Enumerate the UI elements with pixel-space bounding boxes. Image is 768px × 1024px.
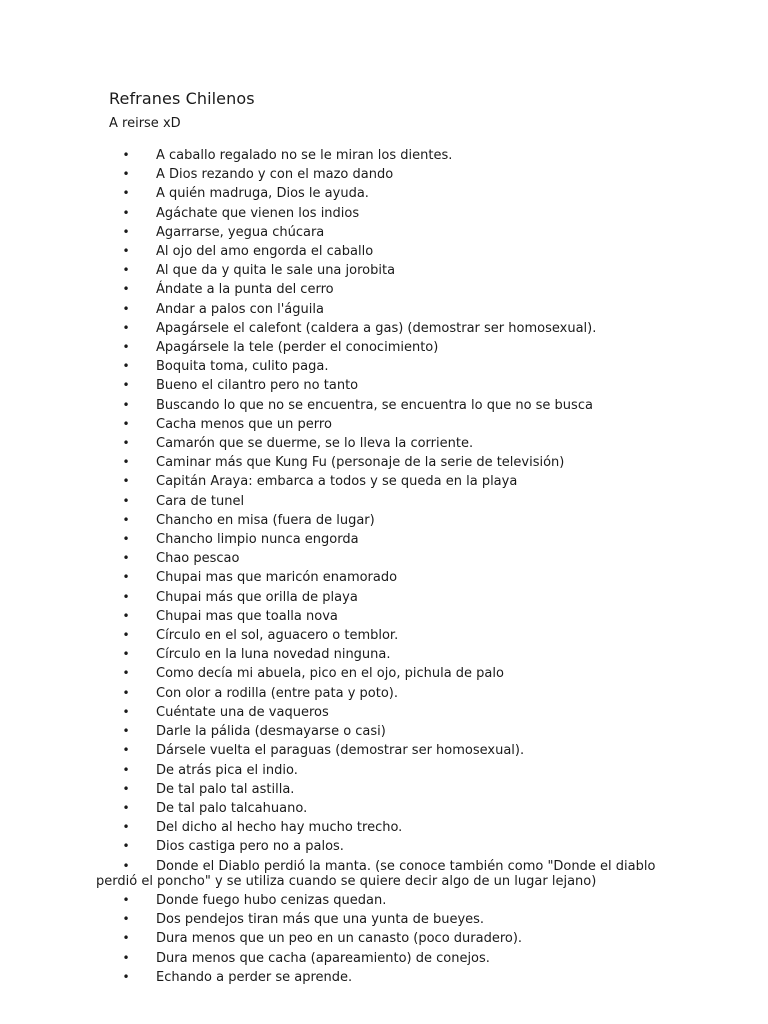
- bullet-icon: •: [122, 839, 130, 854]
- list-item-text: Dura menos que un peo en un canasto (poco duradero).: [156, 931, 523, 947]
- bullet-icon: •: [122, 263, 130, 278]
- list-item: [96, 703, 696, 722]
- list-item: [96, 204, 696, 223]
- list-item-text: Boquita toma, culito paga.: [156, 359, 329, 375]
- list-item-text: Ándate a la punta del cerro: [156, 282, 334, 298]
- bullet-icon: •: [122, 858, 130, 873]
- bullet-icon: •: [122, 743, 130, 758]
- list-item-text: Dios castiga pero no a palos.: [156, 839, 344, 855]
- list-item: [96, 146, 696, 165]
- bullet-icon: •: [122, 532, 130, 547]
- list-item: [96, 242, 696, 261]
- list-item-text: Chupai mas que maricón enamorado: [156, 570, 398, 586]
- bullet-icon: •: [122, 704, 130, 719]
- list-item-text: Cacha menos que un perro: [156, 416, 332, 432]
- list-item-text: Camarón que se duerme, se lo lleva la corriente.: [156, 436, 474, 452]
- list-item: [96, 891, 696, 910]
- list-item: [96, 376, 696, 395]
- list-item-text: Capitán Araya: embarca a todos y se queda en la playa: [156, 474, 518, 490]
- bullet-icon: •: [122, 186, 130, 201]
- list-item: [96, 357, 696, 376]
- list-item-text: Donde el Diablo perdió la manta. (se conoce también como "Donde el diablo perdió el poncho" y se utiliza cuando se quiere decir algo de un lugar lejano): [96, 858, 656, 890]
- list-item-text: Bueno el cilantro pero no tanto: [156, 378, 359, 394]
- bullet-icon: •: [122, 301, 130, 316]
- list-item: [96, 511, 696, 530]
- list-item: [96, 568, 696, 587]
- list-item: [96, 626, 696, 645]
- list-item: [96, 300, 696, 319]
- list-item-text: A quién madruga, Dios le ayuda.: [156, 186, 369, 202]
- list-item: [96, 588, 696, 607]
- list-item: [96, 761, 696, 780]
- list-item-text: Cara de tunel: [156, 493, 245, 509]
- bullet-icon: •: [122, 512, 130, 527]
- bullet-icon: •: [122, 969, 130, 984]
- bullet-icon: •: [122, 570, 130, 585]
- list-item-text: A caballo regalado no se le miran los dientes.: [156, 148, 453, 163]
- list-item: [96, 280, 696, 299]
- list-item-text: Dársele vuelta el paraguas (demostrar ser homosexual).: [156, 743, 525, 759]
- list-item-text: Como decía mi abuela, pico en el ojo, pichula de palo: [156, 666, 504, 682]
- list-item: [96, 434, 696, 453]
- bullet-icon: •: [122, 148, 130, 162]
- bullet-icon: •: [122, 282, 130, 297]
- list-item: [96, 837, 696, 856]
- list-item-text: Apagársele el calefont (caldera a gas) (demostrar ser homosexual).: [156, 320, 597, 336]
- list-item: [96, 319, 696, 338]
- bullet-icon: •: [122, 320, 130, 335]
- bullet-icon: •: [122, 666, 130, 681]
- list-item-text: Dura menos que cacha (apareamiento) de conejos.: [156, 950, 490, 966]
- list-item-text: Con olor a rodilla (entre pata y poto).: [156, 685, 398, 701]
- document-subtitle: A reirse xD: [109, 116, 181, 131]
- list-item: [96, 684, 696, 703]
- list-item: [96, 223, 696, 242]
- list-item-text: Dos pendejos tiran más que una yunta de bueyes.: [156, 912, 485, 928]
- list-item-text: De tal palo tal astilla.: [156, 781, 295, 797]
- list-item-text: De atrás pica el indio.: [156, 762, 298, 778]
- list-item-text: Círculo en la luna novedad ninguna.: [156, 647, 391, 663]
- list-item: [96, 910, 696, 929]
- list-item: [96, 664, 696, 683]
- list-item-text: Chao pescao: [156, 551, 240, 567]
- list-item-text: Al ojo del amo engorda el caballo: [156, 244, 374, 260]
- bullet-icon: •: [122, 359, 130, 374]
- list-item-text: Círculo en el sol, aguacero o temblor.: [156, 628, 399, 644]
- bullet-icon: •: [122, 608, 130, 623]
- list-item-text: Del dicho al hecho hay mucho trecho.: [156, 820, 403, 836]
- list-item: [96, 722, 696, 741]
- list-item: [96, 607, 696, 626]
- document-title: Refranes Chilenos: [109, 89, 255, 108]
- bullet-icon: •: [122, 244, 130, 259]
- bullet-icon: •: [122, 628, 130, 643]
- list-item: [96, 857, 656, 892]
- bullet-icon: •: [122, 893, 130, 908]
- list-item-text: Chancho limpio nunca engorda: [156, 532, 359, 548]
- bullet-icon: •: [122, 205, 130, 220]
- list-item-text: Andar a palos con l'águila: [156, 301, 324, 317]
- bullet-icon: •: [122, 931, 130, 946]
- list-item: [96, 453, 696, 472]
- bullet-icon: •: [122, 340, 130, 355]
- bullet-icon: •: [122, 416, 130, 431]
- list-item: [96, 929, 696, 948]
- list-item: [96, 549, 696, 568]
- list-item-text: Chupai más que orilla de playa: [156, 589, 358, 605]
- bullet-icon: •: [122, 167, 130, 182]
- bullet-icon: •: [122, 455, 130, 470]
- list-item-text: Buscando lo que no se encuentra, se encuentra lo que no se busca: [156, 397, 593, 413]
- list-item-text: Agarrarse, yegua chúcara: [156, 224, 325, 240]
- list-item-text: Echando a perder se aprende.: [156, 969, 353, 985]
- bullet-icon: •: [122, 685, 130, 700]
- list-item-text: De tal palo talcahuano.: [156, 800, 308, 816]
- list-item: [96, 968, 696, 987]
- list-item-text: Cuéntate una de vaqueros: [156, 704, 329, 720]
- list-item: [96, 184, 696, 203]
- bullet-icon: •: [122, 762, 130, 777]
- list-item: [96, 472, 696, 491]
- list-item: [96, 261, 696, 280]
- list-item: [96, 530, 696, 549]
- list-item-text: Darle la pálida (desmayarse o casi): [156, 724, 386, 740]
- bullet-icon: •: [122, 647, 130, 662]
- bullet-icon: •: [122, 551, 130, 566]
- list-item-text: Chupai mas que toalla nova: [156, 608, 338, 624]
- list-item-text: Caminar más que Kung Fu (personaje de la serie de televisión): [156, 455, 565, 471]
- list-item: [96, 165, 696, 184]
- bullet-icon: •: [122, 436, 130, 451]
- bullet-icon: •: [122, 781, 130, 796]
- bullet-icon: •: [122, 912, 130, 927]
- bullet-icon: •: [122, 820, 130, 835]
- bullet-icon: •: [122, 724, 130, 739]
- list-item: [96, 780, 696, 799]
- bullet-icon: •: [122, 800, 130, 815]
- bullet-icon: •: [122, 589, 130, 604]
- list-item: [96, 818, 696, 837]
- list-item: [96, 799, 696, 818]
- list-item-text: Donde fuego hubo cenizas quedan.: [156, 893, 387, 909]
- list-item: [96, 492, 696, 511]
- bullet-icon: •: [122, 474, 130, 489]
- list-item-text: Chancho en misa (fuera de lugar): [156, 512, 375, 528]
- bullet-icon: •: [122, 397, 130, 412]
- list-item: [96, 338, 696, 357]
- bullet-icon: •: [122, 493, 130, 508]
- list-item: [96, 415, 696, 434]
- list-item-text: Al que da y quita le sale una jorobita: [156, 263, 396, 279]
- list-item: [96, 741, 696, 760]
- list-item-text: Agáchate que vienen los indios: [156, 205, 360, 221]
- list-item: [96, 396, 696, 415]
- bullet-icon: •: [122, 378, 130, 393]
- list-item-text: Apagársele la tele (perder el conocimiento): [156, 340, 439, 356]
- list-item-text: A Dios rezando y con el mazo dando: [156, 167, 394, 183]
- list-item: [96, 949, 696, 968]
- bullet-icon: •: [122, 950, 130, 965]
- list-item: [96, 645, 696, 664]
- bullet-icon: •: [122, 224, 130, 239]
- refranes-list: [96, 146, 696, 987]
